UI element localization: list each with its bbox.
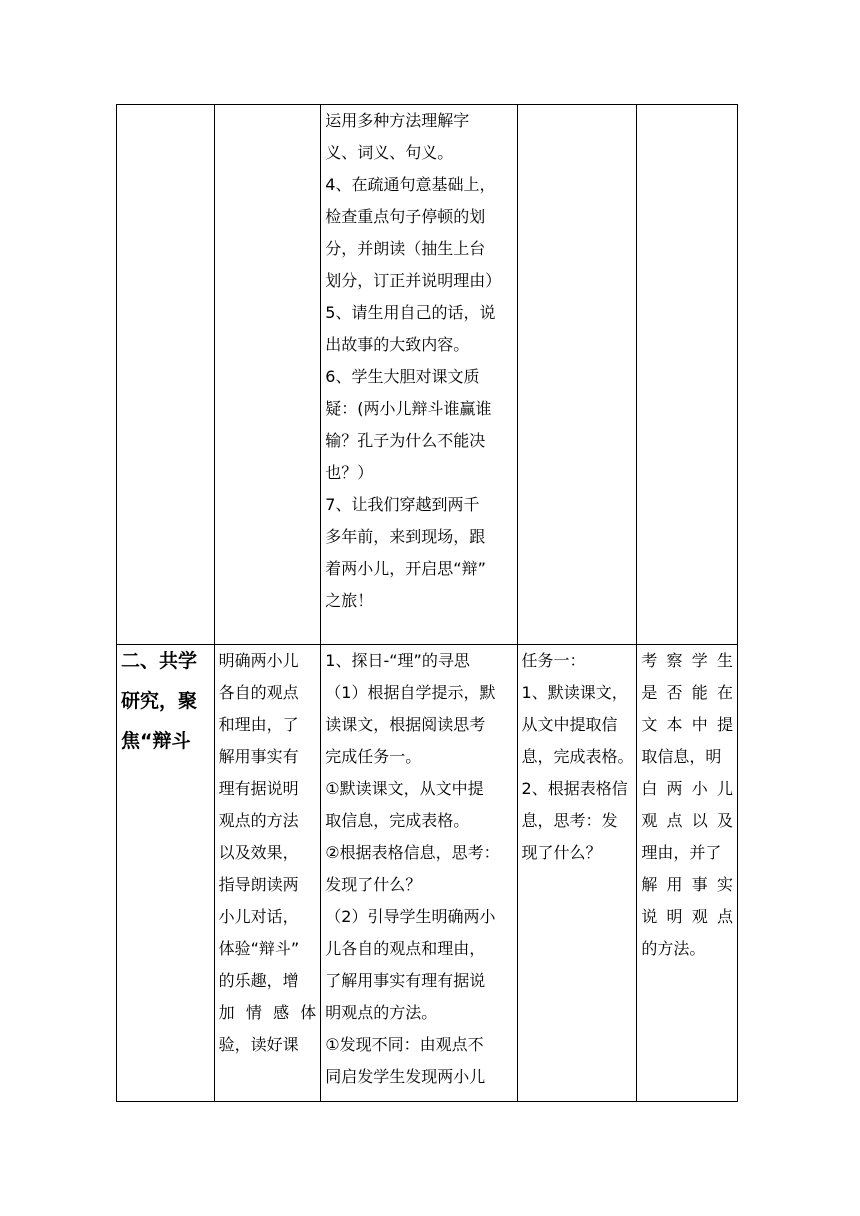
- text-line: 着两小儿，开启思“辩”: [325, 559, 486, 578]
- text-line: 取信息，明: [641, 747, 722, 766]
- text-line: 指导朗读两: [218, 875, 299, 894]
- text-line: 儿各自的观点和理由，: [325, 939, 486, 958]
- text-line: 发现了什么？: [325, 875, 422, 894]
- text-line: 解用事实: [641, 875, 733, 894]
- goal-cell: [214, 645, 321, 1102]
- table-row: [117, 105, 738, 645]
- text-line: 读课文，根据阅读思考: [325, 715, 486, 734]
- text-line: 各自的观点: [218, 683, 299, 702]
- student-activity-cell: [517, 105, 637, 645]
- text-line: 义、词义、句义。: [325, 143, 454, 162]
- text-line: ②根据表格信息，思考：: [325, 843, 500, 862]
- text-line: 6、学生大胆对课文质: [325, 367, 480, 386]
- text-line: 7、让我们穿越到两千: [325, 495, 480, 514]
- goal-cell: [214, 105, 321, 645]
- lesson-plan-table: [116, 104, 738, 1102]
- text-line: 现了什么？: [521, 843, 602, 862]
- text-line: 检查重点句子停顿的划: [325, 207, 486, 226]
- text-line: 说明观点: [641, 907, 733, 926]
- text-line: 明确两小儿: [218, 651, 299, 670]
- text-line: 和理由，了: [218, 715, 299, 734]
- text-line: 以及效果，: [218, 843, 299, 862]
- text-line: 5、请生用自己的话，说: [325, 303, 496, 322]
- text-line: 加情感体: [218, 1003, 317, 1022]
- assessment-cell: [637, 105, 738, 645]
- text-line: 理由，并了: [641, 843, 722, 862]
- text-line: 完成任务一。: [325, 747, 422, 766]
- text-line: 疑：(两小儿辩斗谁赢谁: [325, 399, 492, 418]
- text-line: 同启发学生发现两小儿: [325, 1067, 486, 1086]
- text-line: 是否能在: [641, 683, 733, 702]
- text-line: （1）根据自学提示，默: [325, 683, 496, 702]
- assessment-cell: [637, 645, 738, 1102]
- text-line: 划分，订正并说明理由）: [325, 271, 502, 290]
- table-row: [117, 645, 738, 1102]
- student-activity-cell: [517, 645, 637, 1102]
- text-line: 从文中提取信: [521, 715, 618, 734]
- text-line: 观点以及: [641, 811, 733, 830]
- text-line: 解用事实有: [218, 747, 299, 766]
- text-line: 观点的方法: [218, 811, 299, 830]
- stage-title-line: 二、共学: [121, 650, 198, 672]
- text-line: 验，读好课: [218, 1035, 299, 1054]
- text-line: 白两小儿: [641, 779, 733, 798]
- stage-cell: [117, 105, 215, 645]
- text-line: 的乐趣，增: [218, 971, 299, 990]
- text-line: 之旅！: [325, 591, 374, 610]
- text-line: （2）引导学生明确两小: [325, 907, 496, 926]
- stage-title-line: 研究，聚: [121, 690, 198, 712]
- text-line: 任务一：: [521, 651, 586, 670]
- text-line: 出故事的大致内容。: [325, 335, 470, 354]
- text-line: 的方法。: [641, 939, 706, 958]
- text-line: 明观点的方法。: [325, 1003, 438, 1022]
- text-line: 息，思考：发: [521, 811, 618, 830]
- text-line: ①发现不同：由观点不: [325, 1035, 484, 1054]
- text-line: 1、默读课文，: [521, 683, 628, 702]
- text-line: 多年前，来到现场，跟: [325, 527, 486, 546]
- text-line: 输？孔子为什么不能决: [325, 431, 486, 450]
- text-line: 2、根据表格信: [521, 779, 628, 798]
- text-line: 体验“辩斗”: [218, 939, 300, 958]
- teacher-activity-cell: [321, 645, 517, 1102]
- text-line: 也？）: [325, 463, 374, 482]
- text-line: 取信息，完成表格。: [325, 811, 470, 830]
- stage-title-line: 焦“辩斗: [121, 730, 191, 752]
- text-line: 了解用事实有理有据说: [325, 971, 486, 990]
- text-line: 小儿对话，: [218, 907, 299, 926]
- text-line: 息，完成表格。: [521, 747, 634, 766]
- text-line: 文本中提: [641, 715, 733, 734]
- text-line: 运用多种方法理解字: [325, 111, 470, 130]
- text-line: ①默读课文，从文中提: [325, 779, 484, 798]
- text-line: 考察学生: [641, 651, 733, 670]
- text-line: 理有据说明: [218, 779, 299, 798]
- text-line: 4、在疏通句意基础上，: [325, 175, 496, 194]
- stage-cell: [117, 645, 215, 1102]
- text-line: 分，并朗读（抽生上台: [325, 239, 486, 258]
- teacher-activity-cell: [321, 105, 517, 645]
- text-line: 1、探日-“理”的寻思: [325, 651, 470, 670]
